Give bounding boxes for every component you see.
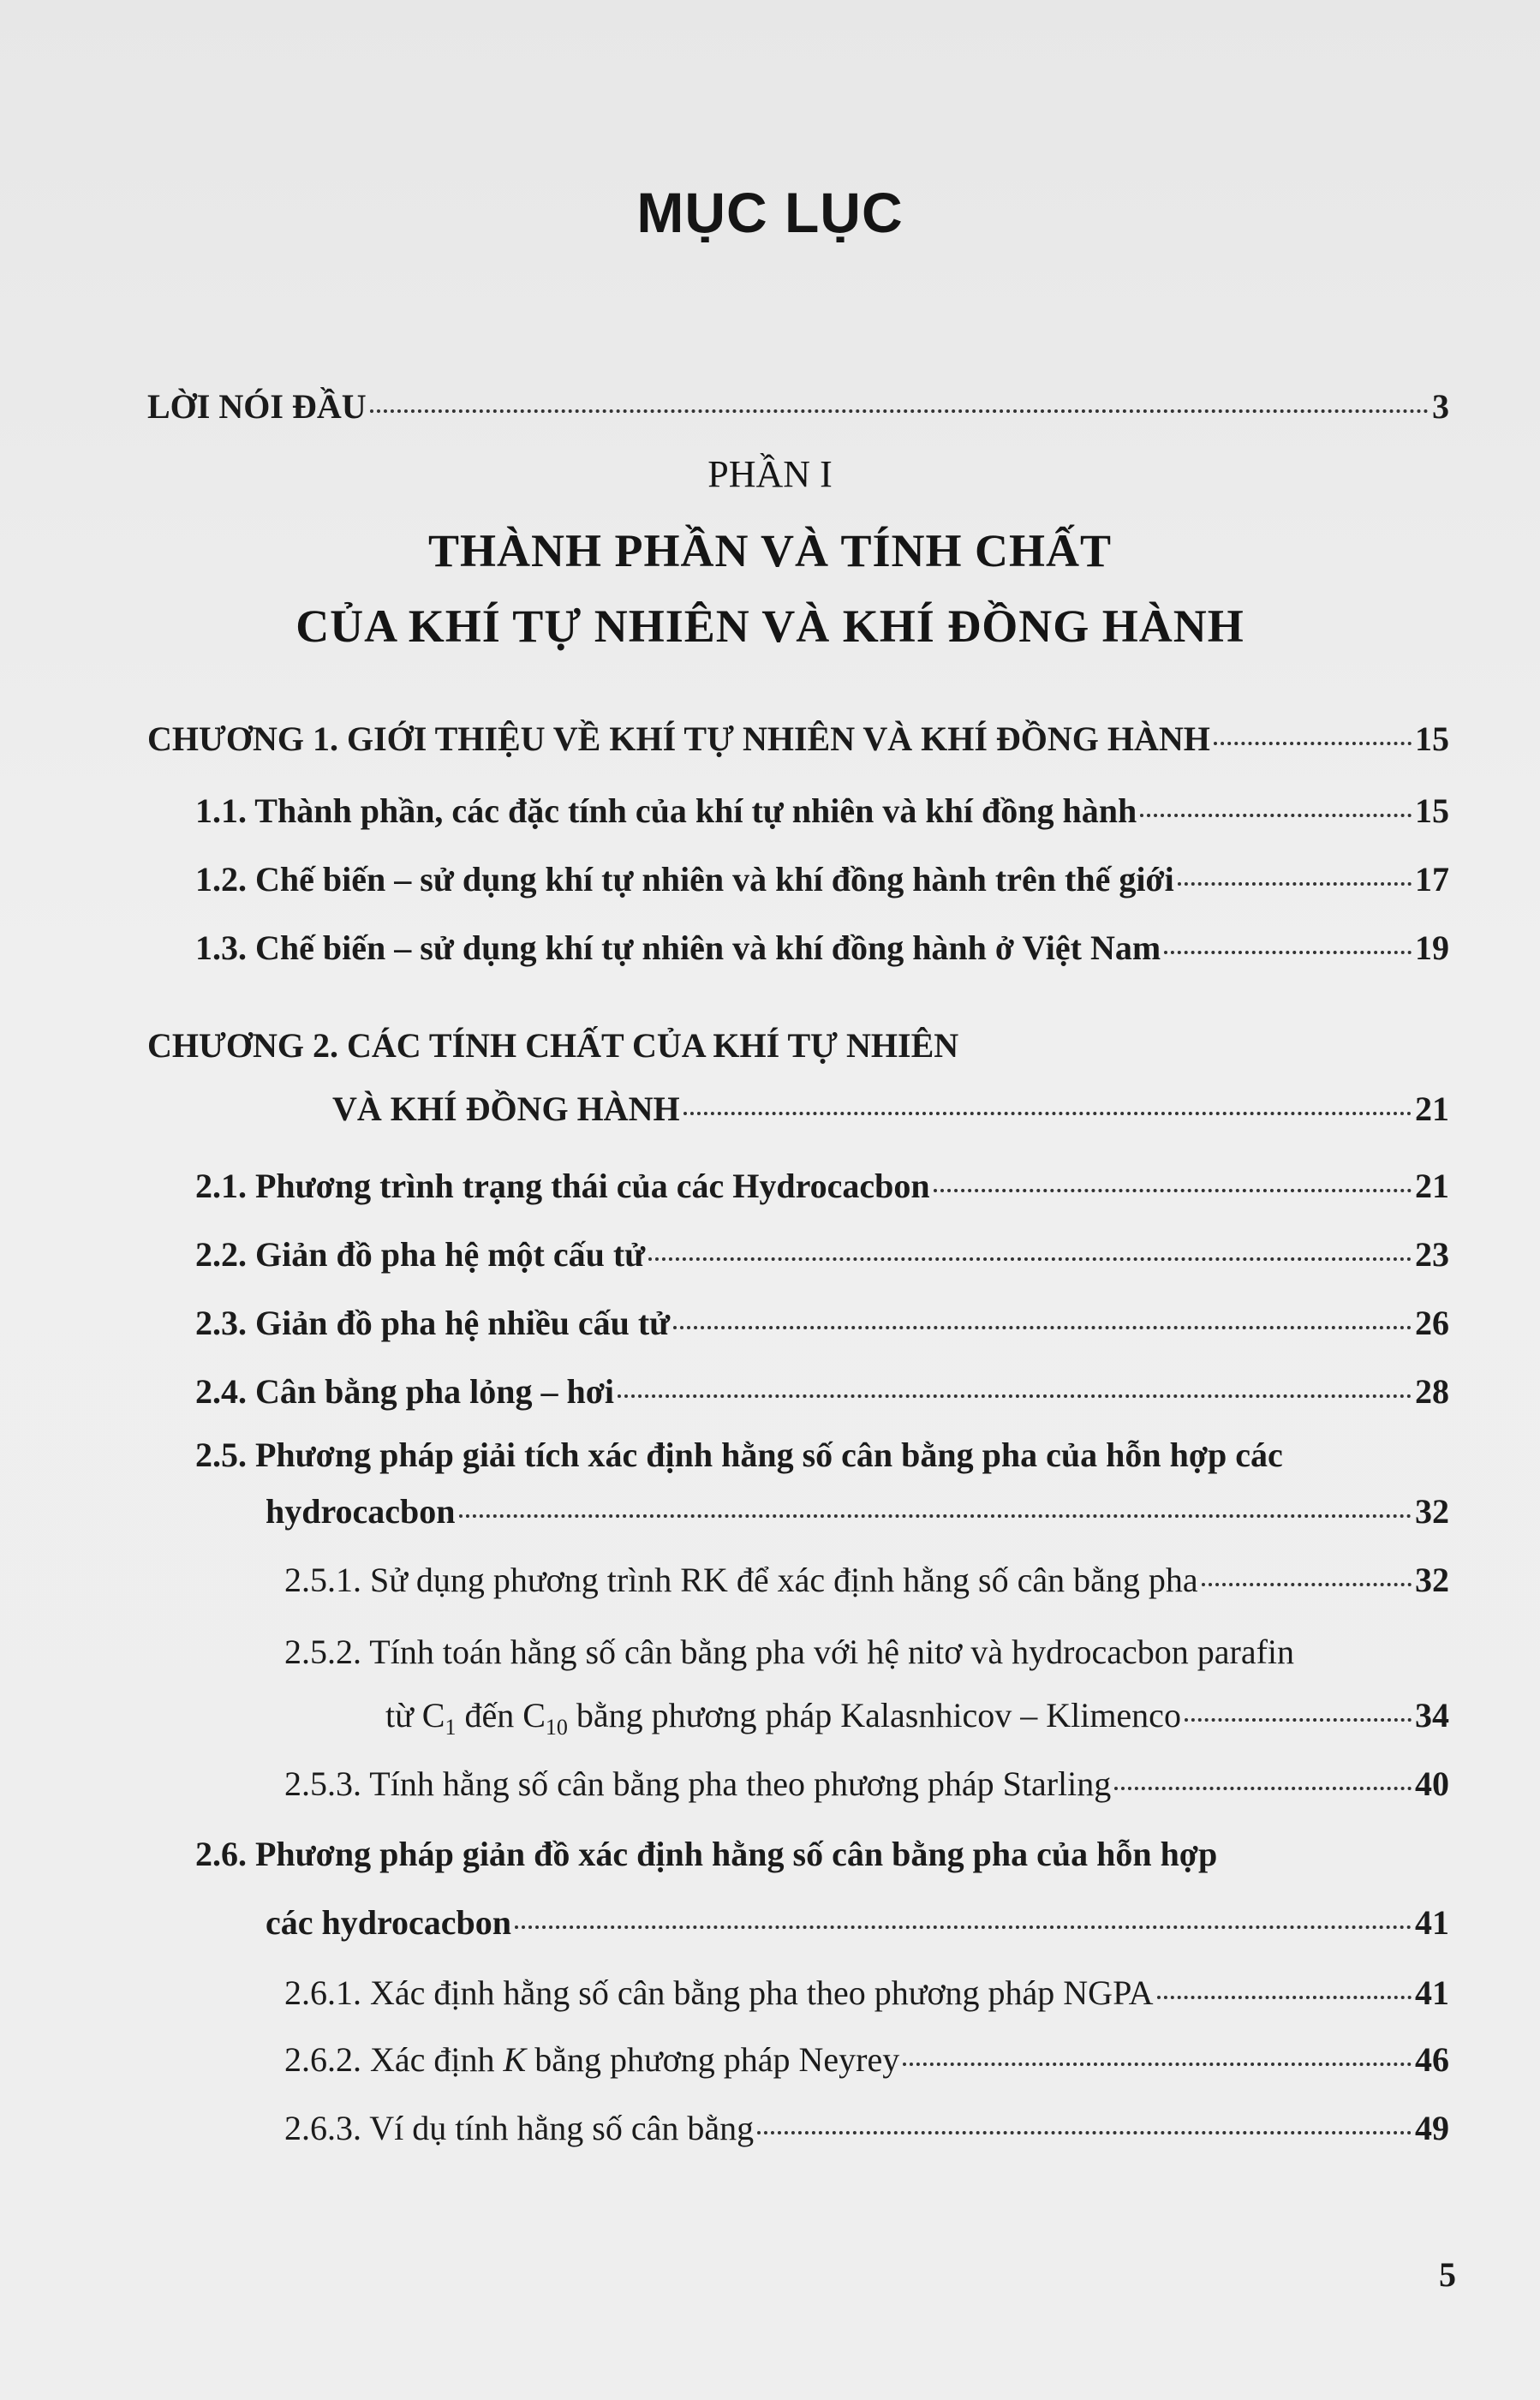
dot-leader <box>1114 1787 1412 1790</box>
toc-entry-label: 1.1. Thành phần, các đặc tính của khí tự nhiên và khí đồng hành <box>195 791 1137 830</box>
dot-leader <box>1157 1996 1412 1999</box>
toc-entry-section-2-3[interactable] <box>195 1302 1449 1345</box>
subscript: 1 <box>445 1715 457 1740</box>
dot-leader <box>683 1112 1412 1115</box>
toc-page-number: 41 <box>1415 1903 1449 1942</box>
text-run: từ C <box>385 1696 445 1734</box>
toc-entry-section-1-3[interactable] <box>195 927 1449 970</box>
dot-leader <box>1185 1718 1412 1722</box>
dot-leader <box>1140 814 1412 817</box>
toc-page-number: 23 <box>1415 1235 1449 1274</box>
toc-page-number: 3 <box>1432 387 1449 426</box>
dot-leader <box>459 1514 1412 1518</box>
toc-entry-section-2-6-1[interactable] <box>284 1972 1449 2015</box>
toc-entry-label: LỜI NÓI ĐẦU <box>147 387 367 426</box>
page-number-text: 5 <box>1439 2255 1456 2294</box>
toc-entry-label: 2.1. Phương trình trạng thái của các Hydrocacbon <box>195 1167 930 1205</box>
toc-entry-section-2-2[interactable] <box>195 1233 1449 1276</box>
toc-entry-chapter-2-line1[interactable]: CHƯƠNG 2. CÁC TÍNH CHẤT CỦA KHÍ TỰ NHIÊN <box>147 1026 959 1065</box>
toc-entry-section-2-5-3[interactable] <box>284 1763 1449 1806</box>
toc-entry-label: các hydrocacbon <box>266 1903 512 1942</box>
dot-leader <box>648 1257 1412 1261</box>
toc-entry-section-2-4[interactable] <box>195 1370 1449 1413</box>
toc-entry-label <box>385 1694 1181 1749</box>
dot-leader <box>934 1189 1412 1192</box>
dot-leader <box>1214 742 1412 745</box>
toc-entry-preface[interactable] <box>147 385 1449 428</box>
dot-leader <box>515 1925 1412 1929</box>
dot-leader <box>673 1326 1412 1329</box>
toc-page-number: 49 <box>1415 2109 1449 2147</box>
dot-leader <box>757 2131 1412 2134</box>
toc-entry-section-2-6-3[interactable] <box>284 2107 1449 2150</box>
toc-entry-chapter-2[interactable] <box>332 1088 1449 1131</box>
toc-entry-chapter-1[interactable] <box>147 718 1449 761</box>
toc-page-number: 41 <box>1415 1973 1449 2012</box>
toc-entry-section-1-1[interactable] <box>195 790 1449 833</box>
toc-entry-label: 2.3. Giản đồ pha hệ nhiều cấu tử <box>195 1304 671 1342</box>
toc-page-number: 26 <box>1415 1304 1449 1342</box>
toc-entry-label: 2.5.1. Sử dụng phương trình RK để xác định hằng số cân bằng pha <box>284 1561 1198 1599</box>
dot-leader <box>1202 1583 1412 1586</box>
dot-leader <box>370 409 1429 413</box>
part-title-line2: CỦA KHÍ TỰ NHIÊN VÀ KHÍ ĐỒNG HÀNH <box>295 600 1245 652</box>
toc-entry-label: 2.2. Giản đồ pha hệ một cấu tử <box>195 1235 646 1274</box>
toc-entry-label: 2.4. Cân bằng pha lỏng – hơi <box>195 1372 614 1411</box>
toc-entry-section-2-5-2-line1[interactable]: 2.5.2. Tính toán hằng số cân bằng pha với hệ nitơ và hydrocacbon parafin <box>284 1633 1295 1671</box>
toc-page-number: 34 <box>1415 1696 1449 1734</box>
toc-entry-label: 2.6.1. Xác định hằng số cân bằng pha theo phương pháp NGPA <box>284 1973 1154 2012</box>
text-run: bằng phương pháp Kalasnhicov – Klimenco <box>567 1696 1181 1734</box>
toc-entry-section-2-5-2[interactable] <box>385 1694 1449 1749</box>
italic-k: K <box>503 2040 527 2079</box>
toc-entry-label: CHƯƠNG 1. GIỚI THIỆU VỀ KHÍ TỰ NHIÊN VÀ KHÍ ĐỒNG HÀNH <box>147 719 1210 758</box>
part-title-line1: THÀNH PHẦN VÀ TÍNH CHẤT <box>427 525 1113 576</box>
toc-page-number: 40 <box>1415 1764 1449 1803</box>
text-run: đến C <box>456 1696 546 1734</box>
toc-page-number: 21 <box>1415 1090 1449 1128</box>
toc-entry-label: 1.2. Chế biến – sử dụng khí tự nhiên và khí đồng hành trên thế giới <box>195 860 1174 899</box>
toc-page-number: 15 <box>1415 719 1449 758</box>
toc-page-number: 21 <box>1415 1167 1449 1205</box>
page-number <box>1439 2254 1456 2295</box>
toc-entry-section-2-5[interactable] <box>266 1490 1449 1533</box>
toc-entry-label: 2.6.3. Ví dụ tính hằng số cân bằng <box>284 2109 755 2147</box>
toc-entry-label: hydrocacbon <box>266 1492 456 1531</box>
toc-entry-label: 2.5.3. Tính hằng số cân bằng pha theo phương pháp Starling <box>284 1764 1112 1803</box>
part-label: PHẦN I <box>707 453 833 495</box>
toc-page-number: 46 <box>1415 2040 1449 2079</box>
dot-leader <box>618 1394 1412 1398</box>
toc-entry-section-2-6[interactable] <box>266 1901 1449 1944</box>
toc-entry-section-2-6-2[interactable] <box>284 2039 1449 2081</box>
toc-entry-label: VÀ KHÍ ĐỒNG HÀNH <box>332 1090 680 1128</box>
dot-leader <box>903 2063 1412 2066</box>
toc-page-number: 17 <box>1415 860 1449 899</box>
toc-page-number: 15 <box>1415 791 1449 830</box>
dot-leader <box>1178 882 1412 886</box>
page-title: MỤC LỤC <box>636 181 904 244</box>
text-run: bằng phương pháp Neyrey <box>526 2040 900 2079</box>
toc-entry-section-2-5-1[interactable] <box>284 1559 1449 1602</box>
toc-entry-label: 1.3. Chế biến – sử dụng khí tự nhiên và khí đồng hành ở Việt Nam <box>195 928 1161 967</box>
toc-page-number: 32 <box>1415 1561 1449 1599</box>
toc-page-number: 32 <box>1415 1492 1449 1531</box>
toc-page-number: 19 <box>1415 928 1449 967</box>
text-run: 2.6.2. Xác định <box>284 2040 504 2079</box>
toc-entry-section-1-2[interactable] <box>195 858 1449 901</box>
dot-leader <box>1164 951 1412 954</box>
toc-page-number: 28 <box>1415 1372 1449 1411</box>
toc-entry-section-2-6-line1[interactable]: 2.6. Phương pháp giản đồ xác định hằng số cân bằng pha của hỗn hợp <box>195 1835 1218 1873</box>
toc-entry-section-2-1[interactable] <box>195 1165 1449 1208</box>
toc-entry-section-2-5-line1[interactable]: 2.5. Phương pháp giải tích xác định hằng số cân bằng pha của hỗn hợp các <box>195 1436 1283 1474</box>
toc-entry-label <box>284 2039 899 2081</box>
subscript: 10 <box>545 1715 568 1740</box>
